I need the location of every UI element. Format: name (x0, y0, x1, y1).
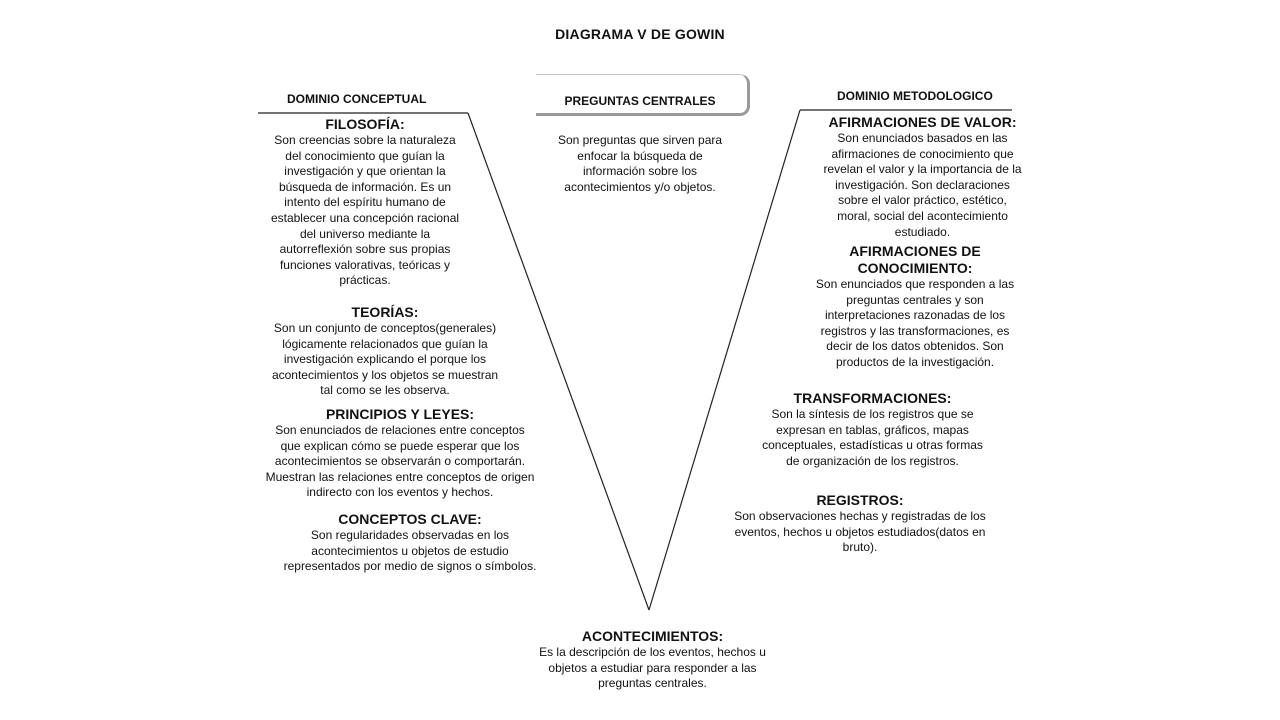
records-text: Son observaciones hechas y registradas de los eventos, hechos u objetos estudiados(datos en bruto). (734, 509, 986, 555)
knowledge-claims-block (772, 243, 1058, 371)
conceptual-domain-label: DOMINIO CONCEPTUAL (287, 92, 427, 106)
central-questions-text (520, 133, 760, 195)
key-concepts-text: Son regularidades observadas en los acontecimientos u objetos de estudio representados por medio de signos o símbolos. (283, 528, 537, 574)
transformations-block (735, 390, 1010, 469)
theories-heading: TEORÍAS: (351, 304, 419, 320)
value-claims-text: Son enunciados basados en las afirmaciones de conocimiento que revelan el valor y la importancia de la investigación. Son declaraciones sobre el valor práctico, estético, moral, social del acontecimiento estudiado. (823, 131, 1022, 239)
central-questions-label: PREGUNTAS CENTRALES (564, 94, 716, 108)
principles-laws-text: Son enunciados de relaciones entre conceptos que explican cómo se puede esperar que los acontecimientos se observarán o comportarán. Muestran las relaciones entre conceptos de origen indirecto con los eventos y hechos. (265, 423, 535, 500)
events-heading: ACONTECIMIENTOS: (581, 628, 724, 644)
events-text: Es la descripción de los eventos, hechos u objetos a estudiar para responder a las preguntas centrales. (539, 645, 766, 691)
value-claims-heading: AFIRMACIONES DE VALOR: (828, 114, 1017, 130)
transformations-heading: TRANSFORMACIONES: (793, 390, 952, 406)
page-title: DIAGRAMA V DE GOWIN (555, 26, 725, 42)
methodological-domain-label: DOMINIO METODOLOGICO (837, 89, 993, 103)
theories-text: Son un conjunto de conceptos(generales) lógicamente relacionados que guían la investigación explicando el porque los acontecimientos y los objetos se muestran tal como se les observa. (271, 321, 499, 398)
philosophy-heading: FILOSOFÍA: (325, 116, 405, 132)
events-block (500, 628, 805, 692)
philosophy-block (240, 116, 490, 289)
knowledge-claims-heading: AFIRMACIONES DE CONOCIMIENTO: (849, 243, 981, 276)
transformations-text: Son la síntesis de los registros que se expresan en tablas, gráficos, mapas conceptuales, estadísticas u otras formas de organización de los registros. (762, 407, 983, 468)
central-questions-description: Son preguntas que sirven para enfocar la búsqueda de información sobre los acontecimientos y/o objetos. (557, 133, 723, 194)
records-block (705, 492, 1015, 556)
theories-block (235, 304, 535, 399)
key-concepts-block (245, 511, 575, 575)
principles-laws-heading: PRINCIPIOS Y LEYES: (325, 406, 475, 422)
philosophy-text: Son creencias sobre la naturaleza del conocimiento que guían la investigación y que orientan la búsqueda de información. Es un intento del espíritu humano de establecer una concepción racional del universo mediante la autorreflexión sobre sus propias funciones valorativas, teóricas y prácticas. (270, 133, 460, 288)
principles-laws-block (220, 406, 580, 501)
knowledge-claims-text: Son enunciados que responden a las preguntas centrales y son interpretaciones razonadas de los registros y las transformaciones, es decir de los datos obtenidos. Son productos de la investigación. (815, 277, 1015, 369)
value-claims-block (790, 114, 1055, 240)
records-heading: REGISTROS: (816, 492, 904, 508)
key-concepts-heading: CONCEPTOS CLAVE: (338, 511, 482, 527)
